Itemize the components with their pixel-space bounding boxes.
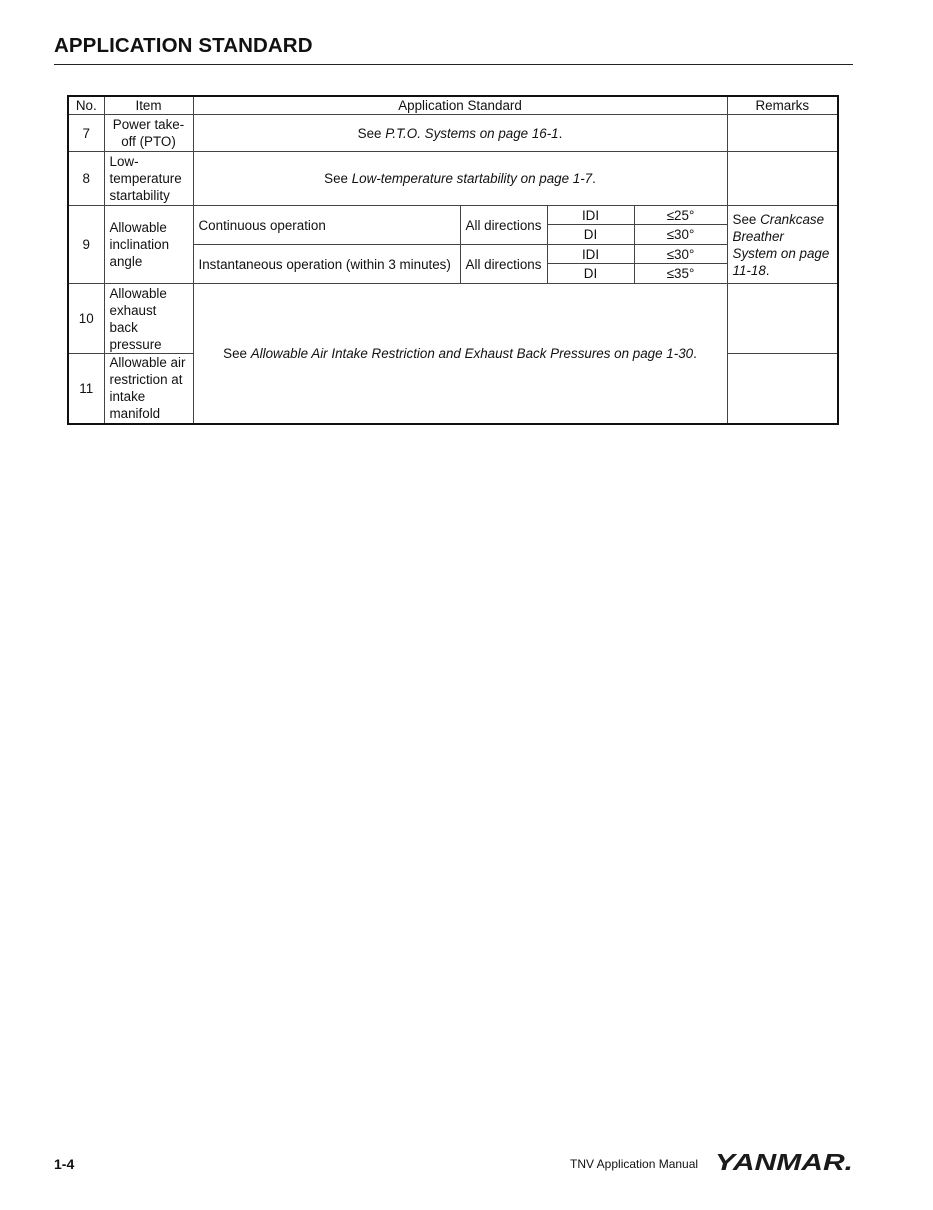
table-row	[68, 152, 838, 206]
title-divider	[54, 64, 853, 65]
row-standard	[193, 115, 727, 152]
angle-limit: ≤30°	[634, 225, 727, 245]
column-header-application-standard: Application Standard	[193, 96, 727, 115]
standard-reference: P.T.O. Systems on page 16-1	[385, 125, 559, 141]
standard-suffix: .	[558, 125, 563, 141]
remarks-prefix: See	[732, 211, 761, 227]
shared-standard	[193, 284, 727, 424]
operation-label: Continuous operation	[193, 206, 460, 245]
angle-limit: ≤30°	[634, 245, 727, 264]
table-row	[68, 115, 838, 152]
row-standard	[193, 152, 727, 206]
row-number: 9	[68, 206, 104, 284]
table-header-row	[68, 96, 838, 115]
page-number: 1-4	[54, 1156, 75, 1172]
remarks-suffix: .	[765, 262, 770, 278]
yanmar-logo	[713, 1148, 855, 1176]
standard-reference: Allowable Air Intake Restriction and Exhaust Back Pressures on page 1-30	[250, 345, 694, 361]
engine-type: DI	[547, 264, 634, 284]
row-number: 10	[68, 284, 104, 354]
standard-suffix: .	[592, 171, 596, 186]
row-item: Power take-off (PTO)	[104, 115, 193, 152]
row-item: Allowable air restriction at intake manifold	[104, 354, 193, 424]
logo-text: YANMAR.	[715, 1149, 853, 1175]
standard-prefix: See	[324, 171, 352, 186]
standard-suffix: .	[693, 345, 697, 361]
angle-limit: ≤35°	[634, 264, 727, 284]
row-remarks	[727, 284, 838, 354]
table-row	[68, 206, 838, 225]
table-row	[68, 284, 838, 354]
remarks-reference: Crankcase Breather System on page 11-18	[732, 211, 830, 278]
row-remarks	[727, 206, 838, 284]
standard-prefix: See	[357, 125, 386, 141]
row-remarks	[727, 115, 838, 152]
row-item: Allowable exhaust back pressure	[104, 284, 193, 354]
row-item: Low-temperature startability	[104, 152, 193, 206]
application-standard-table	[67, 95, 839, 425]
column-header-item: Item	[104, 96, 193, 115]
direction-label: All directions	[460, 245, 547, 284]
row-item: Allowable inclination angle	[104, 206, 193, 284]
row-remarks	[727, 354, 838, 424]
row-remarks	[727, 152, 838, 206]
standard-prefix: See	[223, 345, 251, 361]
manual-title: TNV Application Manual	[570, 1157, 699, 1171]
standard-reference: Low-temperature startability on page 1-7	[351, 171, 593, 186]
column-header-no: No.	[68, 96, 104, 115]
engine-type: DI	[547, 225, 634, 245]
page-title: APPLICATION STANDARD	[54, 34, 313, 57]
angle-limit: ≤25°	[634, 206, 727, 225]
column-header-remarks: Remarks	[727, 96, 838, 115]
row-number: 8	[68, 152, 104, 206]
row-number: 11	[68, 354, 104, 424]
engine-type: IDI	[547, 245, 634, 264]
engine-type: IDI	[547, 206, 634, 225]
operation-label: Instantaneous operation (within 3 minutes)	[193, 245, 460, 284]
row-number: 7	[68, 115, 104, 152]
direction-label: All directions	[460, 206, 547, 245]
